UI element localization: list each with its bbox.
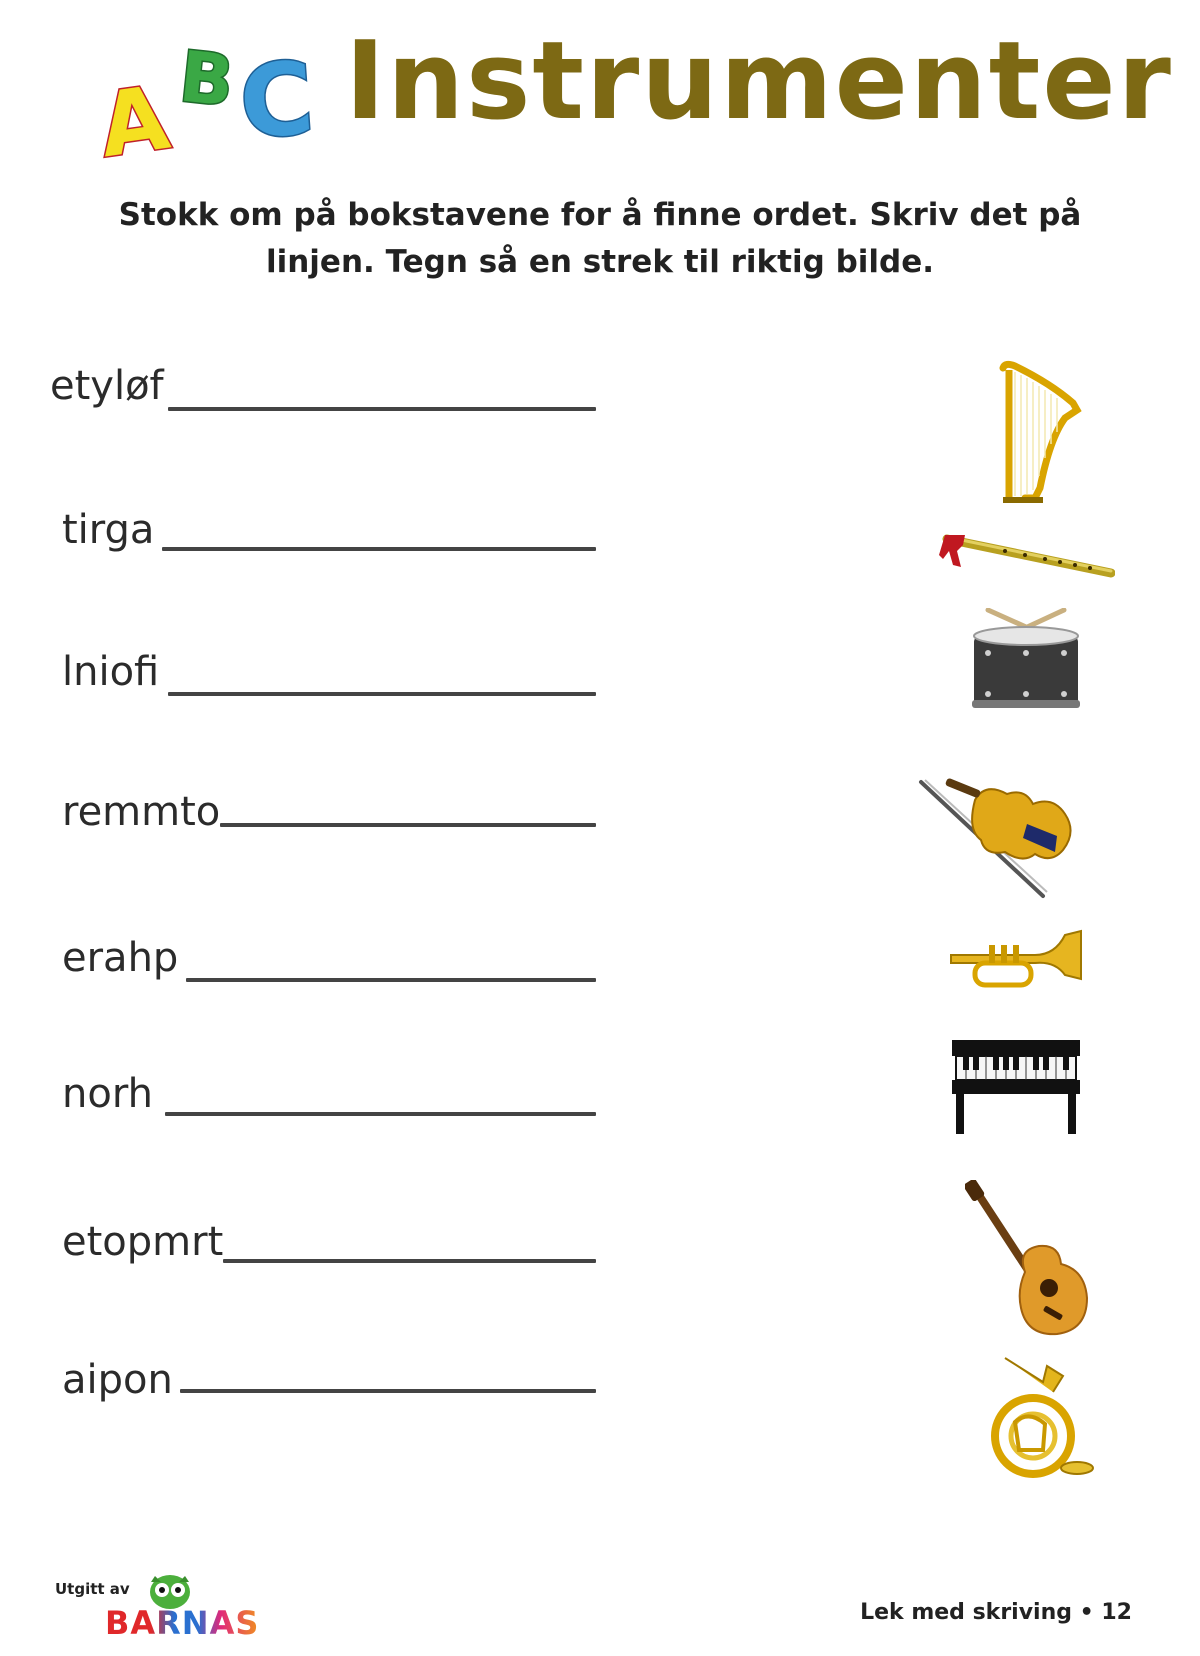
french-horn-icon[interactable]	[985, 1352, 1095, 1482]
scrambled-word-1: etyløf	[50, 363, 164, 409]
instructions-text: Stokk om på bokstavene for å finne ordet. Skriv det på linjen. Tegn så en strek til riktig bilde.	[118, 197, 1082, 280]
guitar-icon[interactable]	[965, 1180, 1095, 1340]
scrambled-word-8: aipon	[62, 1357, 173, 1403]
scrambled-word-7: etopmrt	[62, 1219, 224, 1265]
violin-icon[interactable]	[915, 770, 1085, 902]
page-title: Instrumenter	[345, 19, 1173, 144]
trumpet-icon[interactable]	[945, 925, 1085, 995]
answer-line-1[interactable]	[168, 407, 596, 411]
piano-icon[interactable]	[950, 1038, 1082, 1138]
answer-line-5[interactable]	[186, 978, 596, 982]
answer-line-3[interactable]	[168, 692, 596, 696]
answer-line-8[interactable]	[180, 1389, 596, 1393]
scrambled-word-6: norh	[62, 1071, 153, 1117]
scrambled-word-5: erahp	[62, 935, 179, 981]
scrambled-word-4: remmto	[62, 789, 221, 835]
answer-line-2[interactable]	[162, 547, 596, 551]
drum-icon[interactable]	[968, 608, 1084, 716]
title-letter-a: A	[93, 65, 175, 178]
publisher-name: BARNAS	[105, 1604, 260, 1642]
scrambled-word-2: tirga	[62, 507, 155, 553]
answer-line-4[interactable]	[220, 823, 596, 827]
answer-line-6[interactable]	[165, 1112, 596, 1116]
harp-icon[interactable]	[995, 358, 1085, 508]
page-footer-series: Lek med skriving • 12	[860, 1600, 1132, 1625]
flute-icon[interactable]	[935, 525, 1115, 585]
title-letter-b: B	[175, 35, 238, 123]
publisher-prefix: Utgitt av	[55, 1580, 130, 1598]
scrambled-word-3: lniofi	[62, 649, 160, 695]
answer-line-7[interactable]	[223, 1259, 596, 1263]
title-letter-c: C	[236, 39, 318, 162]
